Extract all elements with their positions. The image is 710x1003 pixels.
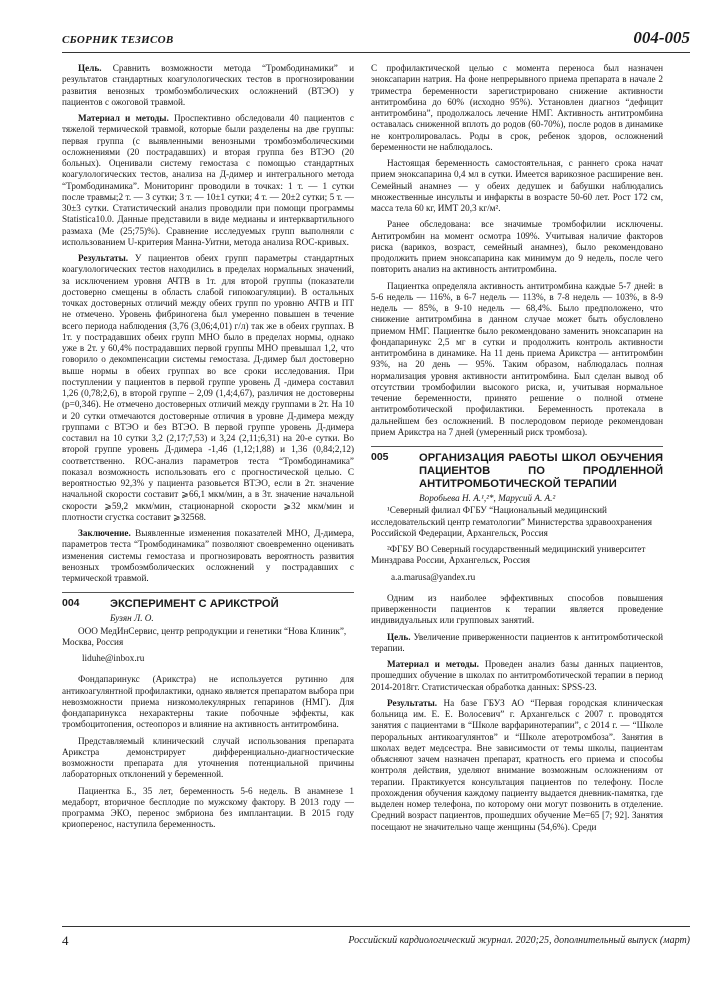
section-title: ОРГАНИЗАЦИЯ РАБОТЫ ШКОЛ ОБУЧЕНИЯ ПАЦИЕНТОВ ПО ПРОДЛЕННОЙ АНТИТРОМБОТИЧЕСКОЙ ТЕРАПИИ <box>419 452 663 490</box>
paragraph-methods: Материал и методы. Проспективно обследовали 40 пациентов с тяжелой термической травмой, которые были разделены на две группы: первая группа (с выявленными венозными тромбоэмболическими осложнениями (20 пострадавших) и вторая группа без ВТЭО (20 больных). Оценивали систему гемостаза с помощью стандартных коагулологических тестов, анализа на Д-димер и интегрального метода “Тромбодинамика”. Мониторинг проводили в точках: 1 т. — 1 сутки после травмы;2 т. — 3 сутки; 3 т. — 10±1 сутки; 4 т. — 20±2 сутки; 5 т. — 30±3 сутки. Статистический анализ проводили при помощи программы Statistica10.0. Данные представили в виде медианы и интерквартильного размаха (Me (25;75)%). Сравнение исследуемых групп выполняли с использованием U-критерия Манна-Уитни, метода анализа ROC-кривых. <box>62 113 354 247</box>
header-rule <box>62 52 690 53</box>
paragraph-aim: Цель. Сравнить возможности метода “Тромбодинамики” и результатов стандартных коагулологических тестов в прогнозировании развития венозных тромбоэмболических осложнений (ВТЭО) у пациентов с ожоговой травмой. <box>62 63 354 107</box>
section-authors: Воробьева Н. А.¹,²*, Марусий А. А.² <box>419 493 556 503</box>
right-column <box>371 63 663 838</box>
section-005-heading <box>371 446 663 491</box>
paragraph-methods: Материал и методы. Проведен анализ базы данных пациентов, прошедших обучение в школах по антитромботической терапии в период 2014-2018гг. Статистическая обработка данных: SPSS-23. <box>371 659 663 692</box>
paragraph-results: Результаты. На базе ГБУЗ АО “Первая городская клиническая больница им. Е. Е. Волосевич” г. Архангельск с 2007 г. проводятся занятия с пациентами в “Школе варфаринотерапии”, с 2014 г. — “Школе пероральных антикоагулянтов” и “Школе атеротромбоза”. Занятия в школах ведет медсестра. Вне зависимости от темы школы, пациентам объясняют зачем назначен препарат, кратность его приема и способы контроля действия, уделяют внимание возможным осложнениям от терапии. Практикуется консультация пациентов по телефону. После прохождения обучения каждому пациенту выдается дневник-памятка, где выделен номер телефона, по которому они могут позвонить в отделение. Средний возраст пациентов, прошедших обучение Ме=65 [7; 92]. Занятия посещают не значительно чаще женщины (54,6%). Среди <box>371 697 663 832</box>
section-number: 005 <box>371 451 389 463</box>
paragraph-body: Пациентка Б., 35 лет, беременность 5-6 недель. В анамнезе 1 медаборт, вторичное бесплодие по мужскому фактору. В 2013 году — программа ЭКО, перенос эмбриона без имплантации. В 2015 году криоперенос, наступила беременность. <box>62 785 354 830</box>
paragraph-body: Одним из наиболее эффективных способов повышения приверженности пациентов к терапии является проведение индивидуальных или групповых занятий. <box>371 592 663 626</box>
header-collection-title: СБОРНИК ТЕЗИСОВ <box>62 34 174 46</box>
running-header <box>62 28 690 50</box>
section-affiliation: ²ФГБУ ВО Северный государственный медицинский университет Минздрава России, Архангельск, Россия <box>371 544 646 566</box>
header-abstract-range: 004-005 <box>633 28 690 47</box>
paragraph-body: Пациентка определяла активность антитромбина каждые 5-7 дней: в 5-6 недель — 116%, в 6-7 недель — 113%, в 7-8 недель — 103%, в 8-9 недель — 85%, в 9-10 недель — 68,4%. Было предположено, что снижение антитромбина в данном случае может быть обусловлено приемом НМГ. Пациентке было рекомендовано заменить эноксапарин на фондапаринукс 2,5 мг в сутки и продолжить контроль активности антитромбина в динамике. На 11 день приема Арикстра — антитромбин 93%, на 20 день — 95%. Таким образом, наблюдалась полная нормализация уровня активности антитромбина. Был сделан вывод об отсутствии тромбофилии высокого риска, и, учитывая нормальное течение беременности, принято решение о полной отмене антитромботической профилактики. Беременность протекала в дальнейшем без осложнений. В послеродовом периоде рекомендован прием Арикстра на 7 дней (умеренный риск тромбоза). <box>371 280 663 437</box>
section-number: 004 <box>62 597 80 610</box>
paragraph-body: Настоящая беременность самостоятельная, с раннего срока начат прием эноксапарина 0,4 мл в сутки. Имеется варикозное расширение вен. Семейный анамнез — у обеих дедушек и бабушки наблюдались множественные инсульты и инфаркты в возрасте 50-60 лет. Рост 172 см, масса тела 60 кг, ИМТ 20,3 кг/м². <box>371 158 663 213</box>
footer-rule <box>62 926 690 927</box>
section-affiliation: ¹Северный филиал ФГБУ “Национальный медицинский исследовательский центр гематологии” Министерства здравоохранения Российской Федерации, Архангельск, Россия <box>371 505 652 538</box>
section-004-heading <box>62 592 354 611</box>
paragraph-conclusion: Заключение. Выявленные изменения показателей МНО, Д-димера, параметров теста “Тромбодинамика” позволяют своевременно оценивать изменения системы гемостаза и прогнозировать вероятность развития венозных тромбоэмболических осложнений у пострадавших с термической травмой. <box>62 528 354 583</box>
running-footer <box>62 933 690 949</box>
left-column <box>62 63 354 836</box>
paragraph-body: Фондапаринукс (Арикстра) не используется рутинно для антикоагулянтной профилактики, однако является препаратом выбора при невозможности приема низкомолекулярных гепаринов (НМГ). Для фондапаринукса нехарактерны такие побочные эффекты, как тромбоцитопения, остеопороз и влияние на активность антитромбина. <box>62 674 354 730</box>
journal-citation: Российский кардиологический журнал. 2020;25, дополнительный выпуск (март) <box>348 935 690 946</box>
section-title: ЭКСПЕРИМЕНТ С АРИКСТРОЙ <box>110 598 279 611</box>
paragraph-body: С профилактической целью с момента переноса был назначен эноксапарин натрия. На фоне непрерывного приема препарата в начале 2 триместра беременности зарегистрировано снижение активности антитромбина до 60% (исходно 95%). Установлен диагноз “дефицит антитромбина”, продолжалось лечение НМГ. Активность антитромбина оставалась сниженной вплоть до родов (60-70%), после родов в динамике не контролировалась. Роды в срок, ребенок здоров, осложнений беременности не наблюдалось. <box>371 63 663 152</box>
section-email[interactable]: a.a.marusa@yandex.ru <box>391 571 476 582</box>
page-number: 4 <box>62 933 69 948</box>
section-email[interactable]: liduhe@inbox.ru <box>82 653 145 663</box>
section-affiliation: ООО МедИнСервис, центр репродукции и генетики “Нова Клиник”, Москва, Россия <box>62 625 347 647</box>
paragraph-aim: Цель. Увеличение приверженности пациентов к антитромботической терапии. <box>371 631 663 653</box>
section-authors: Бузян Л. О. <box>110 613 154 624</box>
paragraph-body: Представляемый клинический случай использования препарата Арикстра демонстрирует дифференциально-диагностические возможности препарата для уточнения потенциальной причины лабораторных отклонений у беременной. <box>62 735 354 780</box>
paragraph-body: Ранее обследована: все значимые тромбофилии исключены. Антитромбин на момент осмотра 109%. Учитывая наличие факторов риска (варикоз, возраст, семейный анамнез), было рекомендовано продолжить прием эноксапарина как минимум до 9 недель, после чего повторить анализ на активность антитромбина. <box>371 219 663 275</box>
paragraph-results: Результаты. У пациентов обеих групп параметры стандартных коагулологических тестов находились в пределах нормальных значений, за исключением уровня АЧТВ в 1т. для второй группы (показатели достоверно смещены в область слабой гипокоагуляции). В остальных точках достоверных отличий между обеих групп по уровню АЧТВ и ПТ не отмечено. Уровень фибриногена был умеренно повышен в течение всего периода наблюдения (3,76 (3,06;4,01) г/л) так же в обеих группах. В 1т. у пострадавших обеих групп МНО было в пределах нормы, однако уже в 2т. у 60,4% пострадавших первой группы МНО превышал 1,2, что говорило о декомпенсации системы гемостаза. Д-димер был достоверно выше нормы в обеих группах во все сроки исследования. При поступлении у пациентов в первой группе уровень Д -димера составил 1,26 (0,78;2,6), в второй группе – 2,09 (1,4;4,67), различия не достоверны (p=0,346). Не отмечено достоверных отличий между группами в 2т. На 10 и 20 сутки отмечаются достоверные отличия в уровне Д-димера между группами с ВТЭО и без ВТЭО. В первой группе уровень Д-димера составил на 10 сутки 3,2 (2,17;7,53) и 3,24 (2,11;6,31) на 20-е сутки. Во второй группе уровень Д-димера -1,46 (1,12;1,88) и 1,36 (0,84;2,12) соответственно. ROC-анализ параметров теста “Тромбодинамика” показал возможность использовать его с прогностической целью. С вероятностью 92,3% у пациента разовьется ВТЭО, если в 2т. значение начальной скорости составит ⩾66,1 мкм/мин, а в 3т. значение начальной скорости ⩾59,2 мкм/мин, стационарной скорости ⩾32 мкм/мин и плотности сгустка составит ⩾32568. <box>62 253 354 522</box>
